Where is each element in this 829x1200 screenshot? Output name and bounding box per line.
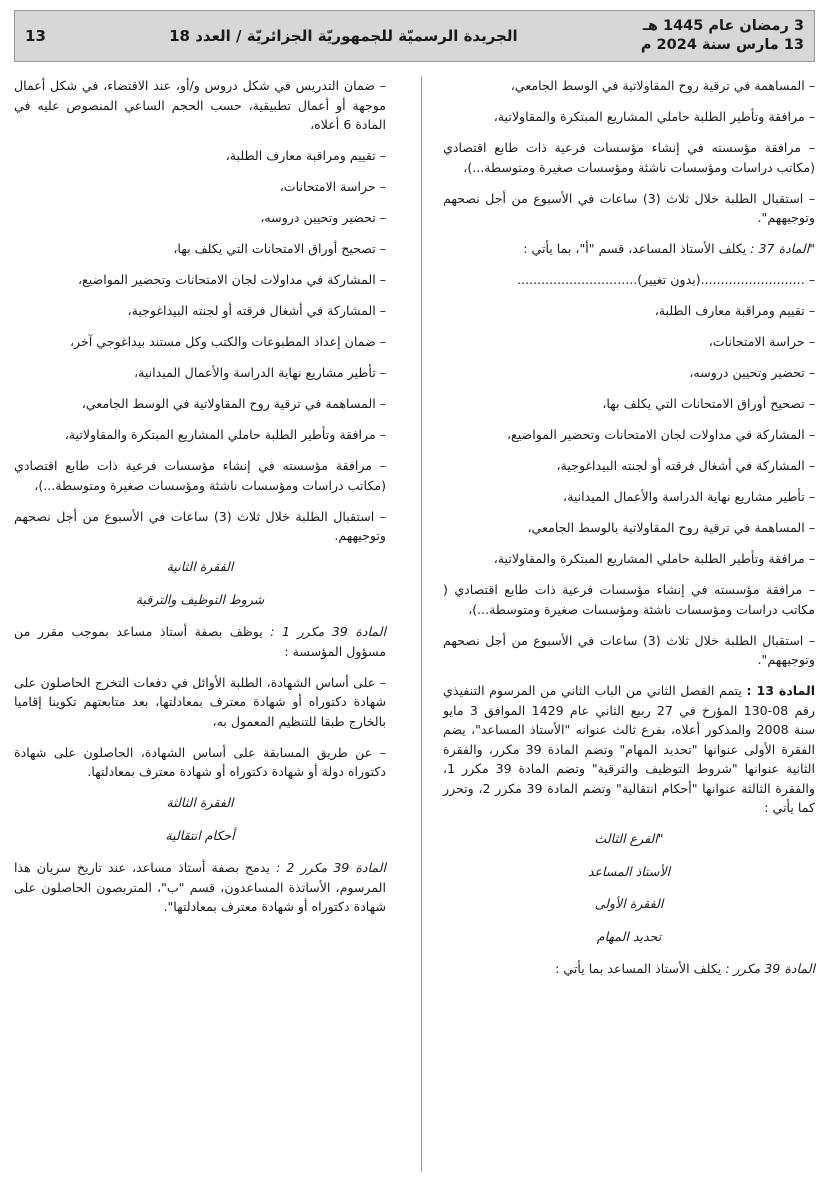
page-header <box>14 10 815 62</box>
gregorian-date: 13 مارس سنة 2024 م <box>640 37 804 53</box>
article-paragraph <box>443 239 815 259</box>
section-heading: الفقرة الثالثة <box>166 795 234 810</box>
list-item: – مرافقة وتأطير الطلبة حاملي المشاريع المبتكرة والمقاولاتية، <box>493 109 815 124</box>
list-item: – المساهمة في ترقية روح المقاولاتية في الوسط الجامعي، <box>81 396 386 411</box>
column-divider <box>421 76 422 1172</box>
article-paragraph <box>443 959 815 979</box>
section-heading: الأستاذ المساعد <box>587 863 671 879</box>
list-item: – استقبال الطلبة خلال ثلاث (3) ساعات في الأسبوع من أجل نصحهم وتوجيههم". <box>443 190 816 225</box>
section-heading: الفقرة الثانية <box>166 559 234 574</box>
list-item: – استقبال الطلبة خلال ثلاث (3) ساعات في الأسبوع من أجل نصحهم وتوجيههم". <box>443 632 816 667</box>
list-item: – تأطير مشاريع نهاية الدراسة والأعمال الميدانية، <box>134 365 386 380</box>
header-date <box>641 17 804 55</box>
list-item: – المساهمة في ترقية روح المقاولاتية في الوسط الجامعي، <box>510 78 815 93</box>
list-item: – على أساس الشهادة، الطلبة الأوائل في دفعات التخرج الحاصلون على شهادة دكتوراه أو شهادة معترف بمعادلتها، بعد متابعتهم تكوينا إقاميا بالخارج طبقا للتنظيم المعمول به، <box>14 674 386 729</box>
section-heading: تحديد المهام <box>596 928 662 944</box>
list-item: – مرافقة وتأطير الطلبة حاملي المشاريع المبتكرة والمقاولاتية، <box>493 551 815 566</box>
article-label: المادة 39 مكرر : <box>725 961 815 976</box>
list-item: – مرافقة وتأطير الطلبة حاملي المشاريع المبتكرة والمقاولاتية، <box>64 427 386 442</box>
article-paragraph <box>443 681 815 818</box>
list-item: – تقييم ومراقبة معارف الطلبة، <box>654 303 815 318</box>
article-paragraph <box>14 622 386 661</box>
text-columns <box>14 76 815 990</box>
section-heading: شروط التوظيف والترقية <box>135 591 265 607</box>
list-item: – ضمان إعداد المطبوعات والكتب وكل مستند بيداغوجي آخر، <box>69 334 386 349</box>
list-item: – حراسة الامتحانات، <box>279 179 386 194</box>
article-label: المادة 39 مكرر 1 : <box>270 624 386 639</box>
list-item: – تأطير مشاريع نهاية الدراسة والأعمال الميدانية، <box>563 489 815 504</box>
article-text: يتمم الفصل الثاني من الباب الثاني من المرسوم التنفيذي رقم 08-130 المؤرخ في 27 ربيع الثاني عام 1429 الموافق 3 مايو سنة 2008 والمذكور أعلاه، بفرع ثالث عنوانه "الأستاذ المساعد"، يضم الفقرة الأولى عنوانها "تحديد المهام" وتضم المادة 39 مكرر، والفقرة الثانية عنوانها "شروط التوظيف والترقية" وتضم المادة 39 مكرر 1، والفقرة الثالثة عنوانها "أحكام انتقالية" وتضم المادة 39 مكرر 2، وتحرر كما يأتي : <box>443 683 816 815</box>
list-item: – تحضير وتحيين دروسه، <box>260 210 386 225</box>
article-label: المادة 39 مكرر 2 : <box>276 860 386 875</box>
list-item: – المشاركة في مداولات لجان الامتحانات وتحضير المواضيع، <box>506 427 815 442</box>
list-item: – المشاركة في أشغال فرقته أو لجنته البيداغوجية، <box>127 303 386 318</box>
list-item: – مرافقة مؤسسته في إنشاء مؤسسات فرعية ذات طابع اقتصادي ( مكاتب دراسات ومؤسسات ناشئة ومؤسسات صغيرة ومتوسطة...)، <box>443 582 815 617</box>
hijri-date: 3 رمضان عام 1445 هـ <box>642 18 804 34</box>
article-paragraph <box>14 858 386 917</box>
list-item: – تصحيح أوراق الامتحانات التي يكلف بها، <box>173 241 386 256</box>
gazette-title: الجريدة الرسميّة للجمهوريّة الجزائريّة / العدد 18 <box>169 27 518 45</box>
list-item: – المساهمة في ترقية روح المقاولاتية بالوسط الجامعي، <box>527 520 815 535</box>
list-item: – تصحيح أوراق الامتحانات التي يكلف بها، <box>602 396 815 411</box>
list-item: – تحضير وتحيين دروسه، <box>689 365 815 380</box>
list-item: – مرافقة مؤسسته في إنشاء مؤسسات فرعية ذات طابع اقتصادي (مكاتب دراسات ومؤسسات ناشئة ومؤسسات صغيرة ومتوسطة...)، <box>443 140 815 175</box>
article-label: "المادة 37 : <box>750 241 815 256</box>
list-item: – المشاركة في أشغال فرقته أو لجنته البيداغوجية، <box>556 458 815 473</box>
list-item: – استقبال الطلبة خلال ثلاث (3) ساعات في الأسبوع من أجل نصحهم وتوجيههم. <box>14 508 387 543</box>
right-column <box>443 76 815 990</box>
list-item: – المشاركة في مداولات لجان الامتحانات وتحضير المواضيع، <box>77 272 386 287</box>
list-item: – مرافقة مؤسسته في إنشاء مؤسسات فرعية ذات طابع اقتصادي (مكاتب دراسات ومؤسسات ناشئة ومؤسسات صغيرة ومتوسطة...)، <box>14 458 386 493</box>
section-heading: أحكام انتقالية <box>165 827 235 843</box>
list-item: – حراسة الامتحانات، <box>708 334 815 349</box>
article-text: يوظف بصفة أستاذ مساعد بموجب مقرر من مسؤول المؤسسة : <box>14 624 386 659</box>
page-number: 13 <box>25 27 46 45</box>
list-item: – عن طريق المسابقة على أساس الشهادة، الحاصلون على شهادة دكتوراه دولة أو شهادة دكتوراه أو شهادة معترف بمعادلتها. <box>14 744 386 779</box>
article-text: يكلف الأستاذ المساعد بما يأتي : <box>555 961 726 976</box>
article-text: يكلف الأستاذ المساعد، قسم "أ"، بما يأتي : <box>523 241 751 256</box>
article-label: المادة 13 : <box>746 683 816 698</box>
section-heading: "الفرع الثالث <box>594 831 664 846</box>
list-item: – ..........................(بدون تغيير).............................. <box>517 272 815 287</box>
list-item: – ضمان التدريس في شكل دروس و/أو، عند الاقتضاء، في شكل أعمال موجهة أو أعمال تطبيقية، حسب الحجم الساعي المنصوص عليه في المادة 6 أعلاه، <box>14 78 386 132</box>
left-column <box>14 76 386 990</box>
section-heading: الفقرة الأولى <box>594 896 664 911</box>
article-text: يدمج بصفة أستاذ مساعد، عند تاريخ سريان هذا المرسوم، الأساتذة المساعدون، قسم "ب"، المتربصون الحاصلون على شهادة دكتوراه أو شهادة معترف بمعادلتها". <box>14 860 386 914</box>
list-item: – تقييم ومراقبة معارف الطلبة، <box>225 148 386 163</box>
